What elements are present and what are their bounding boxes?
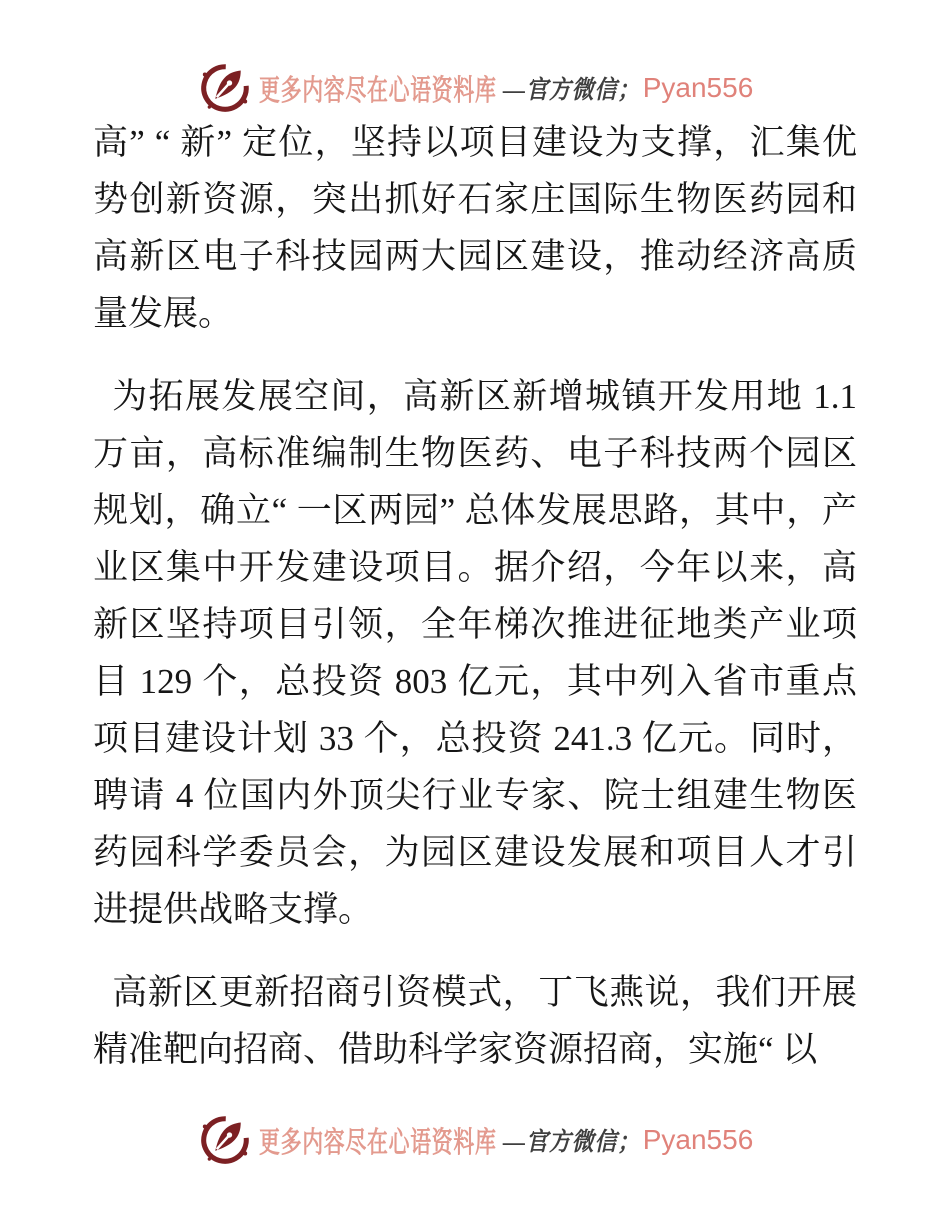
watermark-wechat-label: —官方微信； [502,1129,641,1156]
paragraph-3: 高新区更新招商引资模式，丁飞燕说，我们开展精准靶向招商、借助科学家资源招商，实施“ 以 [93,973,857,1069]
paragraph-2: 为拓展发展空间，高新区新增城镇开发用地 1.1 万亩，高标准编制生物医药、电子科技两个园区规划，确立“ 一区两园” 总体发展思路，其中，产业区集中开发建设项目。据介绍，今年以来，高新区坚持项目引领，全年梯次推进征地类产业项目 129 个，总投资 803 亿元，其中列入省市重点项目建设计划 33 个，总投资 241.3 亿元。同时，聘请 4 位国内外顶尖行业专家、院士组建生物医药园科学委员会，为园区建设发展和项目人才引进提供战略支撑。 [93,377,857,929]
pen-nib-logo-icon [197,1112,253,1168]
footer-watermark [0,1112,950,1168]
watermark-wechat-id: Pyan556 [642,72,754,103]
watermark-wechat-label: —官方微信； [502,77,641,104]
header-watermark [0,60,950,116]
article-body [93,114,857,1104]
watermark-wechat-id: Pyan556 [642,1124,754,1155]
pen-nib-logo-icon [197,60,253,116]
watermark-brand-text: 更多内容尽在心语资料库 [258,74,497,107]
paragraph-1: 高” “ 新” 定位，坚持以项目建设为支撑，汇集优势创新资源，突出抓好石家庄国际生物医药园和高新区电子科技园两大园区建设，推动经济高质量发展。 [93,123,857,333]
watermark-brand-text: 更多内容尽在心语资料库 [258,1126,497,1159]
